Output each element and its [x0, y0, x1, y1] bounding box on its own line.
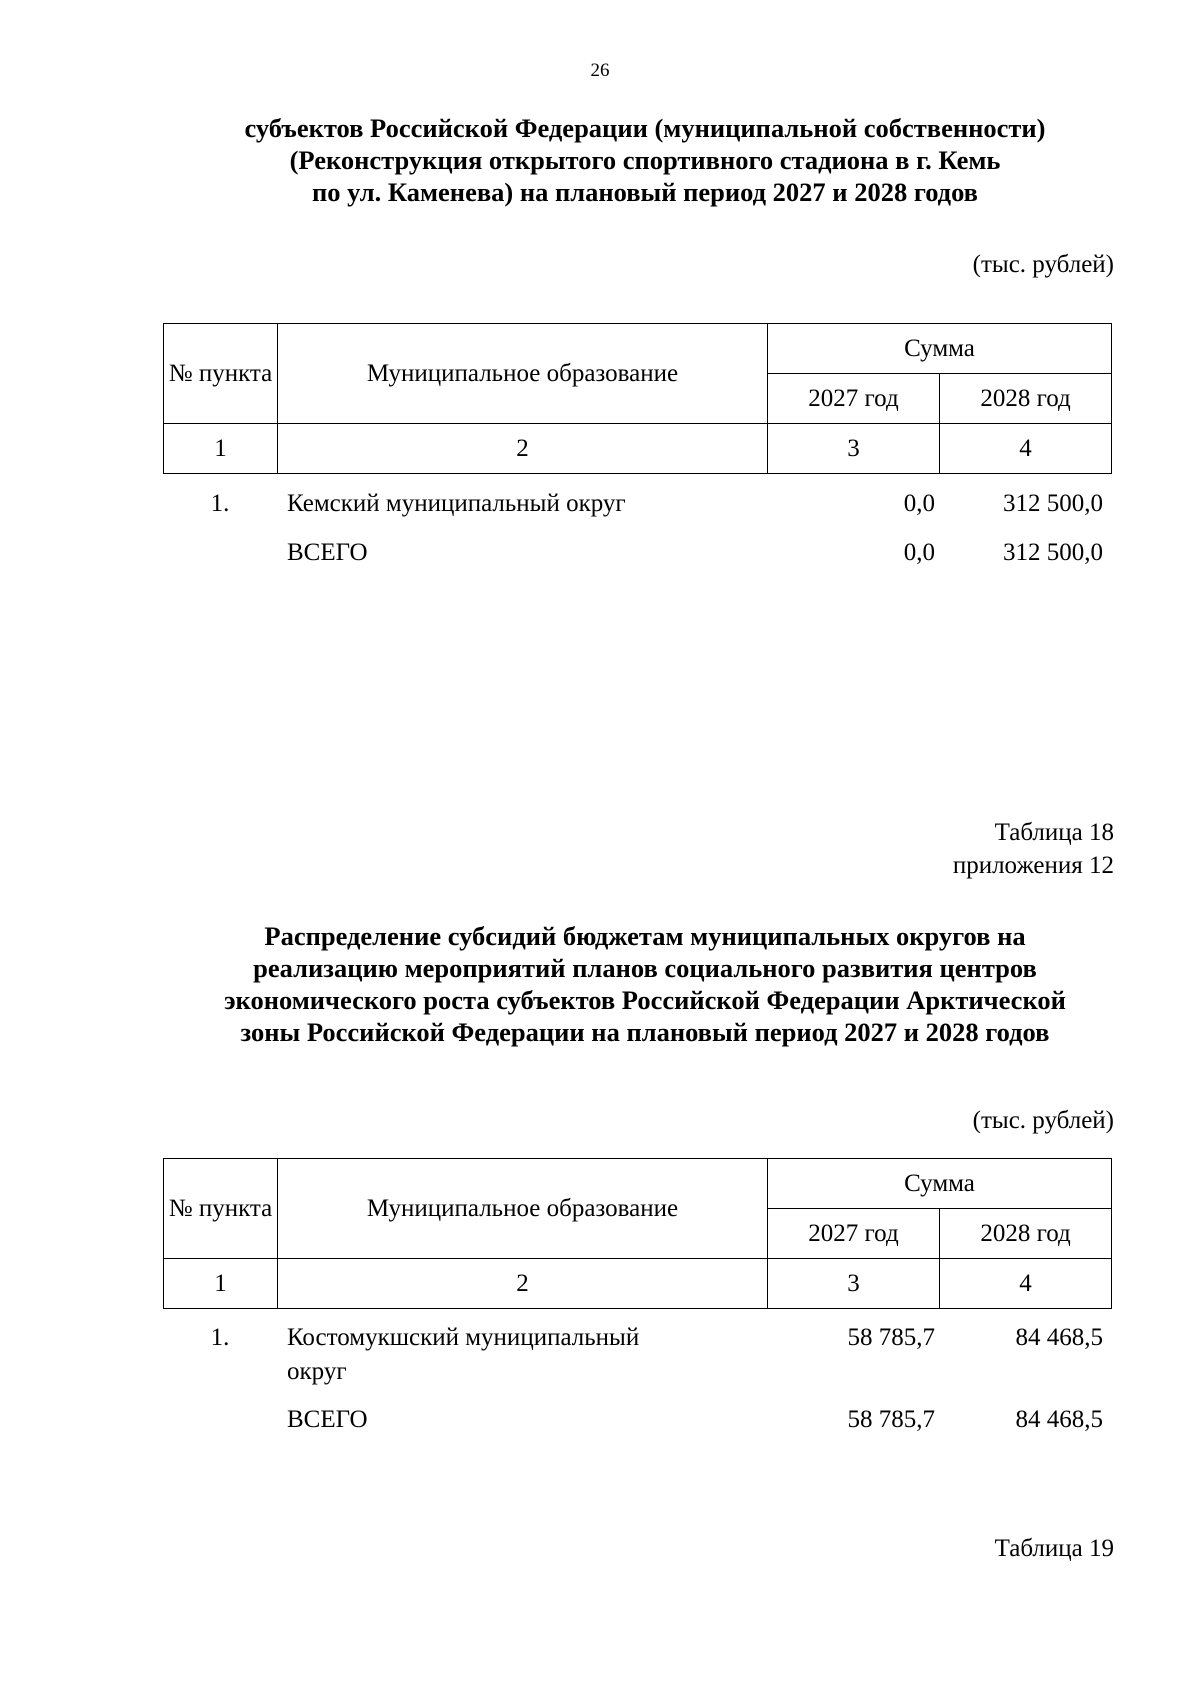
table-19-label: Таблица 19 — [994, 1535, 1114, 1562]
total-value-2027: 0,0 — [903, 539, 935, 566]
header-sum: Сумма — [768, 324, 1112, 374]
column-number: 3 — [768, 1259, 940, 1309]
header-municipality: Муниципальное образование — [278, 324, 768, 424]
section2-title-line: экономического роста субъектов Российской Федерации Арктической — [224, 985, 1066, 1015]
section1-title-line: субъектов Российской Федерации (муниципальной собственности) — [244, 113, 1046, 143]
row-value-2027: 58 785,7 — [847, 1324, 935, 1351]
row-value-2027: 0,0 — [903, 490, 935, 517]
total-label: ВСЕГО — [287, 1406, 368, 1433]
section2-title-line: Распределение субсидий бюджетам муниципальных округов на — [264, 921, 1026, 951]
table-18-label: Таблица 18 — [994, 819, 1114, 846]
total-value-2028: 84 468,5 — [1015, 1406, 1103, 1433]
row-municipality: Кемский муниципальный округ — [287, 490, 626, 517]
section2-title — [160, 920, 1130, 1048]
total-value-2028: 312 500,0 — [1003, 539, 1103, 566]
section1-title-line: (Реконструкция открытого спортивного стадиона в г. Кемь — [289, 145, 1001, 175]
total-value-2027: 58 785,7 — [847, 1406, 935, 1433]
table-row — [163, 1322, 1111, 1392]
header-year-2028: 2028 год — [940, 1209, 1112, 1259]
column-number: 3 — [768, 424, 940, 474]
row-municipality-continued: округ — [287, 1358, 347, 1385]
column-number: 4 — [940, 1259, 1112, 1309]
row-number: 1. — [210, 1324, 230, 1351]
column-number: 1 — [164, 424, 278, 474]
section2-unit-label: (тыс. рублей) — [972, 1107, 1114, 1134]
column-number: 4 — [940, 424, 1112, 474]
header-item-number: № пункта — [164, 1159, 278, 1259]
header-sum: Сумма — [768, 1159, 1112, 1209]
section1-unit-label: (тыс. рублей) — [972, 251, 1114, 278]
column-number: 1 — [164, 1259, 278, 1309]
header-year-2028: 2028 год — [940, 374, 1112, 424]
column-number: 2 — [278, 424, 768, 474]
appendix-12-label: приложения 12 — [952, 852, 1114, 879]
column-number: 2 — [278, 1259, 768, 1309]
header-year-2027: 2027 год — [768, 374, 940, 424]
header-municipality: Муниципальное образование — [278, 1159, 768, 1259]
page-number: 26 — [590, 60, 610, 81]
header-item-number: № пункта — [164, 324, 278, 424]
section1-title — [160, 112, 1130, 208]
section2-title-line: зоны Российской Федерации на плановый период 2027 и 2028 годов — [240, 1017, 1050, 1047]
row-value-2028: 312 500,0 — [1003, 490, 1103, 517]
section1-title-line: по ул. Каменева) на плановый период 2027 и 2028 годов — [312, 177, 978, 207]
row-number: 1. — [210, 490, 230, 517]
row-value-2028: 84 468,5 — [1015, 1324, 1103, 1351]
row-municipality: Костомукшский муниципальный — [287, 1324, 640, 1351]
total-label: ВСЕГО — [287, 539, 368, 566]
section1-table-header — [163, 323, 1112, 474]
header-year-2027: 2027 год — [768, 1209, 940, 1259]
section2-table-header — [163, 1158, 1112, 1309]
section2-title-line: реализацию мероприятий планов социального развития центров — [253, 953, 1037, 983]
